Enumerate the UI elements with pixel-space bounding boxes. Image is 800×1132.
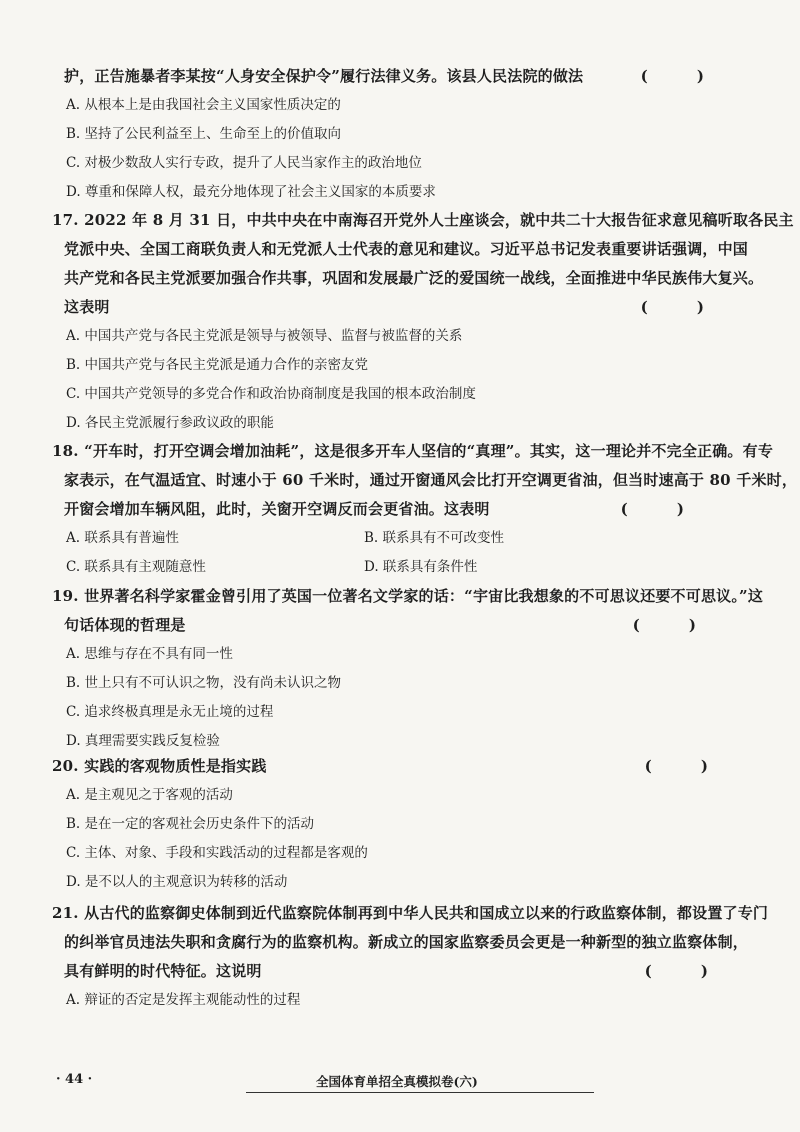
- question-18-line-2: 家表示，在气温适宜、时速小于 60 千米时，通过开窗通风会比打开空调更省油，但当时速高于 80 千米时，: [64, 471, 798, 489]
- option-b: B. 坚持了公民利益至上、生命至上的价值取向: [66, 126, 342, 142]
- question-18-line-1: 18. “开车时，打开空调会增加油耗”，这是很多开车人坚信的“真理”。其实，这一理论并不完全正确。有专: [52, 442, 774, 460]
- option-b: B. 是在一定的客观社会历史条件下的活动: [66, 816, 315, 832]
- option-c: C. 主体、对象、手段和实践活动的过程都是客观的: [66, 845, 368, 861]
- option-b: B. 世上只有不可认识之物，没有尚未认识之物: [66, 675, 342, 691]
- option-d: D. 真理需要实践反复检验: [66, 733, 220, 749]
- option-a: A. 思维与存在不具有同一性: [66, 646, 233, 662]
- option-d: D. 尊重和保障人权，最充分地体现了社会主义国家的本质要求: [66, 184, 436, 200]
- question-18-line-3: 开窗会增加车辆风阻，此时，关窗开空调反而会更省油。这表明 ( ): [64, 500, 706, 518]
- question-19-line-1: 19. 世界著名科学家霍金曾引用了英国一位著名文学家的话：“宇宙比我想象的不可思议还要不可思议。”这: [52, 587, 764, 605]
- answer-paren: ( ): [644, 757, 730, 775]
- option-a: A. 中国共产党与各民主党派是领导与被领导、监督与被监督的关系: [66, 328, 463, 344]
- option-b: B. 联系具有不可改变性: [364, 530, 505, 546]
- option-a: A. 联系具有普遍性: [66, 530, 179, 546]
- question-17: [52, 210, 794, 431]
- option-a: A. 从根本上是由我国社会主义国家性质决定的: [66, 97, 341, 113]
- question-17-line-1: 17. 2022 年 8 月 31 日，中共中央在中南海召开党外人士座谈会，就中共二十大报告征求意见稿听取各民主: [52, 211, 794, 229]
- answer-paren: ( ): [632, 616, 718, 634]
- question-16: [64, 66, 736, 200]
- question-21: [52, 903, 769, 1008]
- footer-rule: [246, 1092, 594, 1093]
- answer-paren: ( ): [620, 500, 706, 518]
- question-17-line-3: 共产党和各民主党派要加强合作共事，巩固和发展最广泛的爱国统一战线，全面推进中华民族伟大复兴。: [64, 269, 764, 287]
- option-d: D. 各民主党派履行参政议政的职能: [66, 415, 274, 431]
- answer-paren: ( ): [644, 962, 730, 980]
- option-a: A. 是主观见之于客观的活动: [66, 787, 233, 803]
- options-row-cd: [64, 557, 736, 577]
- option-c: C. 联系具有主观随意性: [66, 559, 206, 575]
- question-21-line-1: 21. 从古代的监察御史体制到近代监察院体制再到中华人民共和国成立以来的行政监察体制，都设置了专门: [52, 904, 769, 922]
- answer-paren: ( ): [640, 298, 726, 316]
- option-b: B. 中国共产党与各民主党派是通力合作的亲密友党: [66, 357, 369, 373]
- footer-title: 全国体育单招全真模拟卷(六): [316, 1074, 478, 1089]
- question-17-line-2: 党派中央、全国工商联负责人和无党派人士代表的意见和建议。习近平总书记发表重要讲话强调，中国: [64, 240, 749, 258]
- question-21-line-2: 的纠举官员违法失职和贪腐行为的监察机构。新成立的国家监察委员会更是一种新型的独立监察体制，: [64, 933, 749, 951]
- question-20-line-1: 20. 实践的客观物质性是指实践 ( ): [52, 757, 730, 775]
- question-21-line-3: 具有鲜明的时代特征。这说明 ( ): [64, 962, 730, 980]
- question-17-line-4: 这表明 ( ): [64, 298, 726, 316]
- question-19-line-2: 句话体现的哲理是 ( ): [64, 616, 718, 634]
- option-d: D. 是不以人的主观意识为转移的活动: [66, 874, 288, 890]
- question-16-stem: 护，正告施暴者李某按“人身安全保护令”履行法律义务。该县人民法院的做法 ( ): [64, 67, 726, 85]
- options-row-ab: [64, 528, 736, 548]
- option-c: C. 追求终极真理是永无止境的过程: [66, 704, 274, 720]
- page-footer: [56, 1072, 744, 1096]
- question-19: [52, 586, 764, 749]
- question-20: [52, 756, 736, 890]
- option-c: C. 中国共产党领导的多党合作和政治协商制度是我国的根本政治制度: [66, 386, 476, 402]
- page-number: · 44 ·: [56, 1072, 93, 1087]
- option-c: C. 对极少数敌人实行专政，提升了人民当家作主的政治地位: [66, 155, 422, 171]
- option-a: A. 辩证的否定是发挥主观能动性的过程: [66, 992, 301, 1008]
- question-18: [52, 441, 798, 575]
- option-d: D. 联系具有条件性: [364, 559, 478, 575]
- answer-paren: ( ): [640, 67, 726, 85]
